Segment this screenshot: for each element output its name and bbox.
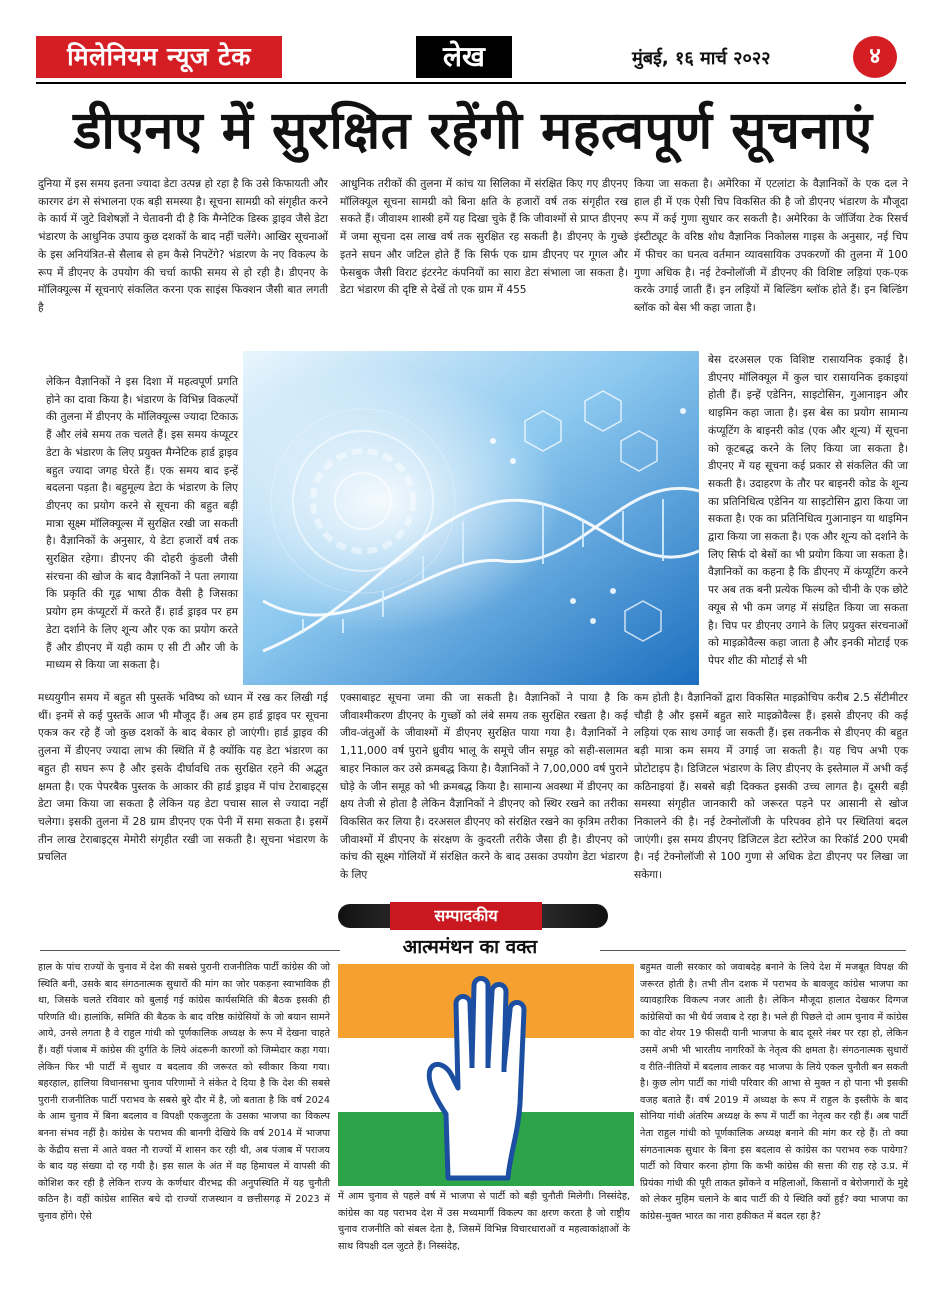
- article-column-1-mid: [46, 374, 238, 675]
- section-label: लेख: [416, 36, 512, 78]
- page-number-badge: ४: [853, 36, 897, 78]
- editorial-column-2: [338, 1189, 630, 1255]
- article-paragraph: लेकिन वैज्ञानिकों ने इस दिशा में महत्वपूर्ण प्रगति होने का दावा किया है। भंडारण के विभिन्न विकल्पों की तुलना में डीएनए के मॉलिक्यूल्स ज्यादा टिकाऊ हैं और लंबे समय तक चलते हैं। इस समय कंप्यूटर डेटा के भंडारण के लिए प्रयुक्त मैग्नेटिक हार्ड ड्राइव बहुत ज्यादा जगह घेरते हैं। एक समय बाद इन्हें बदलना पड़ता है। बहुमूल्य डेटा के भंडारण के लिए डीएनए का प्रयोग करने से सूचना की बहुत बड़ी मात्रा सूक्ष्म मॉलिक्यूल्स में सुरक्षित रखी जा सकती है। वैज्ञानिकों के अनुसार, ये डेटा हजारों वर्ष तक सुरक्षित रहेगा। डीएनए की दोहरी कुंडली जैसी संरचना की खोज के बाद वैज्ञानिकों ने पता लगाया कि प्रकृति की गूढ़ भाषा ठीक वैसी है जिसका प्रयोग हम कंप्यूटरों में करते हैं। हार्ड ड्राइव पर हम डेटा दर्शाने के लिए शून्य और एक का प्रयोग करते हैं और डीएनए में यही काम ए सी टी और जी के माध्यम से किया जा सकता है।: [46, 376, 238, 672]
- article-paragraph: कम होती है। वैज्ञानिकों द्वारा विकसित माइक्रोचिप करीब 2.5 सेंटीमीटर चौड़ी है और इसमें बहुत सारे माइक्रोवैल्स हैं। इससे डीएनए की कई लड़ियां एक साथ उगाई जा सकती हैं। इस तकनीक से डीएनए की बहुत बड़ी मात्रा कम समय में उगाई जा सकती है। यह चिप अभी एक प्रोटोटाइप है। डिजिटल भंडारण के लिए डीएनए के इस्तेमाल में अभी कई कठिनाइयां हैं। सबसे बड़ी दिक्कत इसकी उच्च लागत है। दूसरी बड़ी समस्या संगृहीत जानकारी को जरूरत पड़ने पर आसानी से खोज निकालने की है। नई टेक्नोलॉजी के परिपक्व होने पर स्थितियां बदल जाएंगी। इस समय डीएनए डिजिटल डेटा स्टोरेज का रिकॉर्ड 200 एमबी है। नई टेक्नोलॉजी से 100 गुणा से अधिक डेटा डीएनए पर लिखा जा सकेगा।: [634, 692, 908, 882]
- editorial-column-3: [640, 960, 908, 1226]
- masthead-rule: [36, 82, 906, 84]
- article-paragraph: दुनिया में इस समय इतना ज्यादा डेटा उत्पन्न हो रहा है कि उसे किफायती और कारगर ढंग से संभालना एक बड़ी समस्या है। सूचना सामग्री को संगृहीत करने के कार्य में जुटे विशेषज्ञों ने चेतावनी दी है कि मैग्नेटिक डिस्क ड्राइव जैसे डेटा भंडारण के आधुनिक उपाय कुछ दशकों के बाद नहीं चलेंगे। आखिर सूचनाओं के इस अनियंत्रित-से सैलाब से हम कैसे निपटेंगे? भंडारण के नए विकल्प के रूप में डीएनए के उपयोग की चर्चा काफी समय से हो रही है। डीएनए के मॉलिक्यूल्स में सूचनाएं संकलित करना एक साइंस फिक्शन जैसी बात लगती है: [38, 178, 328, 314]
- editorial-title: आत्ममंथन का वक्त: [402, 936, 538, 958]
- article-column-1-bottom: [38, 690, 328, 867]
- divider: [600, 950, 906, 951]
- article-paragraph: मध्ययुगीन समय में बहुत सी पुस्तकें भविष्य को ध्यान में रख कर लिखी गई थीं। इनमें से कई पुस्तकें आज भी मौजूद हैं। अब हम हार्ड ड्राइव पर सूचना एकत्र कर रहे हैं जो कुछ दशकों के बाद बेकार हो जाएंगी। हार्ड ड्राइव की तुलना में डीएनए ज्यादा लाभ की स्थिति में है क्योंकि यह डेटा भंडारण का बहुत ही सघन रूप है और इसके दीर्घावधि तक सुरक्षित रहने की अद्भुत क्षमता है। एक पेपरबैक पुस्तक के आकार की हार्ड ड्राइव में पांच टेराबाइट्स डेटा जमा किया जा सकता है लेकिन यह डेटा पचास साल से ज्यादा नहीं चलेगा। इसकी तुलना में 28 ग्राम डीएनए एक पेनी में समा सकता है। इसमें तीन लाख टेराबाइट्स मेमोरी संगृहीत रखी जा सकती है। सूचना भंडारण के प्रचलित: [38, 692, 328, 864]
- article-paragraph: बेस दरअसल एक विशिष्ट रासायनिक इकाई है। डीएनए मॉलिक्यूल में कुल चार रासायनिक इकाइयां होती हैं। इन्हें एडेनिन, साइटोसिन, गुआनाइन और थाइमिन कहा जाता है। इस बेस का प्रयोग सामान्य कंप्यूटिंग के बाइनरी कोड (एक और शून्य) में सूचना को कूटबद्ध करने के लिए किया जा सकता है। डीएनए में यह सूचना कई प्रकार से संकलित की जा सकती है। उदाहरण के तौर पर बाइनरी कोड के शून्य का प्रतिनिधित्व एडेनिन या साइटोसिन द्वारा किया जा सकता है। एक का प्रतिनिधित्व गुआनाइन या थाइमिन द्वारा किया जा सकता है। एक और शून्य को दर्शाने के लिए सिर्फ दो बेसों का भी प्रयोग किया जा सकता है। वैज्ञानिकों का कहना है कि डीएनए में कंप्यूटिंग करने पर अब तक बनी प्रत्येक फिल्म को चीनी के एक छोटे क्यूब से भी कम जगह में संग्रहित किया जा सकता है। चिप पर डीएनए उगाने के लिए प्रयुक्त संरचनाओं को माइक्रोवैल्स कहा जाता है और इनकी मोटाई एक पेपर शीट की मोटाई से भी: [708, 354, 908, 667]
- article-column-2-top: [340, 176, 628, 300]
- article-column-3-mid: [708, 352, 908, 671]
- editorial-column-1: [38, 960, 330, 1226]
- article-column-2-bottom: [340, 690, 628, 885]
- masthead: [0, 30, 945, 80]
- editorial-paragraph: हाल के पांच राज्यों के चुनाव में देश की सबसे पुरानी राजनीतिक पार्टी कांग्रेस की जो स्थिति बनी, उसके बाद संगठनात्मक सुधारों की मांग का जोर पकड़ना स्वाभाविक ही था, जिसके चलते रविवार को बुलाई गई कांग्रेस कार्यसमिति की बैठक इसकी ही परिणति थी। हालांकि, समिति की बैठक के बाद वरिष्ठ कांग्रेसियों के जो बयान सामने आये, उनसे लगता है वे राहुल गांधी को पूर्णकालिक अध्यक्ष के रूप में देखना चाहते हैं। वहीं पंजाब में कांग्रेस की दुर्गति के लिये अंदरूनी कारणों को जिम्मेदार कहा गया। लेकिन फिर भी पार्टी में सुधार व बदलाव की जरूरत को स्वीकार किया गया। बहरहाल, हालिया विधानसभा चुनाव परिणामों ने संकेत दे दिया है कि देश की सबसे पुरानी राजनीतिक पार्टी पराभव के सबसे बुरे दौर में है, जो बताता है कि वर्ष 2024 के आम चुनाव में बिना बदलाव व विपक्षी एकजुटता के उसका भाजपा का विकल्प बनना संभव नहीं है। कांग्रेस के पराभव की बानगी देखिये कि वर्ष 2014 में भाजपा के केंद्रीय सत्ता में आते वक्त नौ राज्यों में शासन कर रही थी, अब पंजाब में पराजय के बाद यह संख्या दो रह गयी है। इस साल के अंत में वह हिमाचल में वापसी की कोशिश कर रही है लेकिन राज्य के कर्णधार वीरभद्र की अनुपस्थिति में यह चुनौती कठिन है। वहीं कांग्रेस शासित बचे दो राज्यों राजस्थान व छत्तीसगढ़ में 2023 में चुनाव होंगे। ऐसे: [38, 962, 330, 1222]
- divider: [40, 950, 340, 951]
- dna-helix-illustration: [243, 351, 699, 685]
- editorial-label: सम्पादकीय: [390, 902, 542, 930]
- article-column-3-bottom: [634, 690, 908, 885]
- editorial-paragraph: में आम चुनाव से पहले वर्ष में भाजपा से पार्टी को बड़ी चुनौती मिलेगी। निस्संदेह, कांग्रेस का यह पराभव देश में उस मध्यमार्गी विकल्प का क्षरण करता है जो राष्ट्रीय चुनाव राजनीति को संबल देता है, जिसमें विभिन्न विचारधाराओं व महत्वाकांक्षाओं के साथ विपक्षी दल जुटते हैं। निस्संदेह,: [338, 1191, 630, 1252]
- article-paragraph: किया जा सकता है। अमेरिका में एटलांटा के वैज्ञानिकों के एक दल ने हाल ही में एक ऐसी चिप विकसित की है जो डीएनए भंडारण के मौजूदा रूप में कई गुणा सुधार कर सकती है। अमेरिका के जॉर्जिया टेक रिसर्च इंस्टीट्यूट के वरिष्ठ शोध वैज्ञानिक निकोलस गाइस के अनुसार, नई चिप में फीचर का घनत्व वर्तमान व्यावसायिक उपकरणों की तुलना में 100 गुणा अधिक है। नई टेक्नोलॉजी में डीएनए की विशिष्ट लड़ियां एक-एक करके उगाई जाती हैं। इन लड़ियों में बिल्डिंग ब्लॉक होते हैं। इन बिल्डिंग ब्लॉक को बेस भी कहा जाता है।: [634, 178, 908, 314]
- brand-logo: [36, 36, 282, 78]
- article-column-3-top: [634, 176, 908, 318]
- article-headline: डीएनए में सुरक्षित रहेंगी महत्वपूर्ण सूचनाएं: [73, 101, 873, 161]
- editorial-paragraph: बहुमत वाली सरकार को जवाबदेह बनाने के लिये देश में मजबूत विपक्ष की जरूरत होती है। तभी तीन दशक में पराभव के बावजूद कांग्रेस भाजपा का व्यावहारिक विकल्प नजर आती है। लेकिन मौजूदा हालात देखकर दिग्गज कांग्रेसियों का भी धैर्य जवाब दे रहा है। भले ही पिछले दो आम चुनाव में कांग्रेस का वोट शेयर 19 फीसदी यानी भाजपा के बाद दूसरे नंबर पर रहा हो, लेकिन उसमें अभी भी भारतीय नागरिकों के नेतृत्व की क्षमता है। संगठनात्मक सुधारों व रीति-नीतियों में बदलाव लाकर वह भाजपा के लिये एकल चुनौती बन सकती है। कुछ लोग पार्टी का गांधी परिवार की आभा से मुक्त न हो पाना भी इसकी वजह बताते हैं। वर्ष 2019 में अध्यक्ष के रूप में राहुल के इस्तीफे के बाद सोनिया गांधी अंतरिम अध्यक्ष के रूप में पार्टी का नेतृत्व कर रही हैं। अब पार्टी नेता राहुल गांधी को पूर्णकालिक अध्यक्ष बनाने की मांग कर रहे हैं। तो क्या संगठनात्मक सुधार के बिना इस बदलाव से कांग्रेस का पराभव रुक पायेगा? पार्टी को विचार करना होगा कि कभी कांग्रेस की सत्ता की राह रहे उ.प्र. में प्रियंका गांधी की पूरी ताकत झोंकने व महिलाओं, किसानों व बेरोजगारों के मुद्दे को लेकर मुहिम चलाने के बाद पार्टी की ये स्थिति क्यों हुई? क्या भाजपा का कांग्रेस-मुक्त भारत का नारा हकीकत में बदल रहा है?: [640, 962, 908, 1222]
- article-paragraph: आधुनिक तरीकों की तुलना में कांच या सिलिका में संरक्षित किए गए डीएनए मॉलिक्यूल सूचना सामग्री को बिना क्षति के हजारों वर्ष तक संगृहीत रख सकते हैं। जीवाश्म शास्त्री हमें यह दिखा चुके हैं कि जीवाश्मों से प्राप्त डीएनए में जमा सूचना दस लाख वर्ष तक सुरक्षित रह सकती है। डीएनए के गुच्छे इतने सघन और जटिल होते हैं कि सिर्फ एक ग्राम डीएनए पर गूगल और फेसबुक जैसी विराट इंटरनेट कंपनियों का सारा डेटा संभाला जा सकता है। डेटा भंडारण की दृष्टि से देखें तो एक ग्राम में 455: [340, 178, 628, 297]
- brand-name: मिलेनियम न्यूज टेक: [67, 42, 251, 71]
- article-paragraph: एक्साबाइट सूचना जमा की जा सकती है। वैज्ञानिकों ने पाया है कि जीवाश्मीकरण डीएनए के गुच्छों को लंबे समय तक सुरक्षित रखता है। कई जीव-जंतुओं के जीवाश्मों में डीएनए सुरक्षित पाया गया है। वैज्ञानिकों ने 1,11,000 वर्ष पुराने ध्रुवीय भालू के समूचे जीन समूह को सही-सलामत बाहर निकाल कर उसे क्रमबद्ध किया है। वैज्ञानिकों ने 7,00,000 वर्ष पुराने घोड़े के जीन समूह को भी क्रमबद्ध किया है। सामान्य अवस्था में डीएनए का क्षय तेजी से होता है लेकिन वैज्ञानिकों ने डीएनए को स्थिर रखने का तरीका विकसित कर लिया है। दरअसल डीएनए को संरक्षित रखने का कृत्रिम तरीका जीवाश्मों में डीएनए के संरक्षण के कुदरती तरीके जैसा ही है। डीएनए को कांच की सूक्ष्म गोलियों में संरक्षित करने के बाद उसका उपयोग डेटा भंडारण के लिए: [340, 692, 628, 882]
- congress-hand-flag-image: [338, 964, 634, 1186]
- issue-date: मुंबई, १६ मार्च २०२२: [632, 48, 771, 69]
- article-column-1-top: [38, 176, 328, 318]
